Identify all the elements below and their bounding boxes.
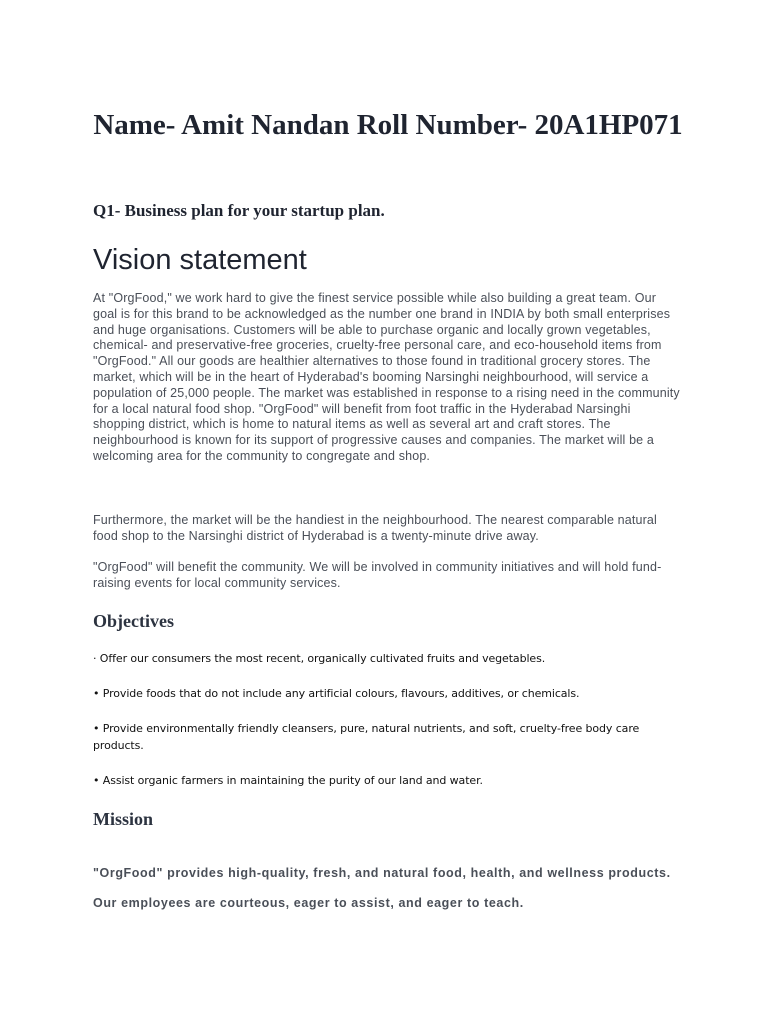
vision-statement-heading: Vision statement (93, 244, 307, 276)
objective-item: • Provide environmentally friendly cleansers, pure, natural nutrients, and soft, cruelty-free body care products. (93, 722, 640, 752)
objective-item: • Assist organic farmers in maintaining the purity of our land and water. (93, 774, 483, 787)
document-title: Name- Amit Nandan Roll Number- 20A1HP071 (93, 109, 683, 141)
vision-paragraph: Furthermore, the market will be the handiest in the neighbourhood. The nearest comparable natural food shop to the Narsinghi district of Hyderabad is a twenty-minute drive away. (93, 513, 657, 543)
mission-text: "OrgFood" provides high-quality, fresh, and natural food, health, and wellness products. Our employees are courteous, eager to assist, and eager to teach. (93, 866, 671, 910)
objective-item: • Provide foods that do not include any artificial colours, flavours, additives, or chemicals. (93, 687, 580, 700)
vision-paragraph: At "OrgFood," we work hard to give the finest service possible while also building a great team. Our goal is for this brand to be acknowledged as the number one brand in INDIA by both small enterprises and huge organisations. Customers will be able to purchase organic and locally grown vegetables, chemical- and preservative-free groceries, cruelty-free personal care, and eco-household items from "OrgFood." All our goods are healthier alternatives to those found in traditional grocery stores. The market, which will be in the heart of Hyderabad's booming Narsinghi neighbourhood, will service a population of 25,000 people. The market was established in response to a rising need in the community for a local natural food shop. "OrgFood" will benefit from foot traffic in the Hyderabad Narsinghi shopping district, which is home to natural items as well as several art and craft stores. The neighbourhood is known for its support of progressive causes and companies. The market will be a welcoming area for the community to congregate and shop. (93, 291, 680, 463)
mission-heading: Mission (93, 809, 154, 829)
vision-paragraph: "OrgFood" will benefit the community. We will be involved in community initiatives and will hold fund-raising events for local community services. (93, 560, 662, 590)
question-heading: Q1- Business plan for your startup plan. (93, 201, 385, 220)
objective-item: · Offer our consumers the most recent, organically cultivated fruits and vegetables. (93, 652, 546, 665)
objectives-heading: Objectives (93, 611, 174, 631)
